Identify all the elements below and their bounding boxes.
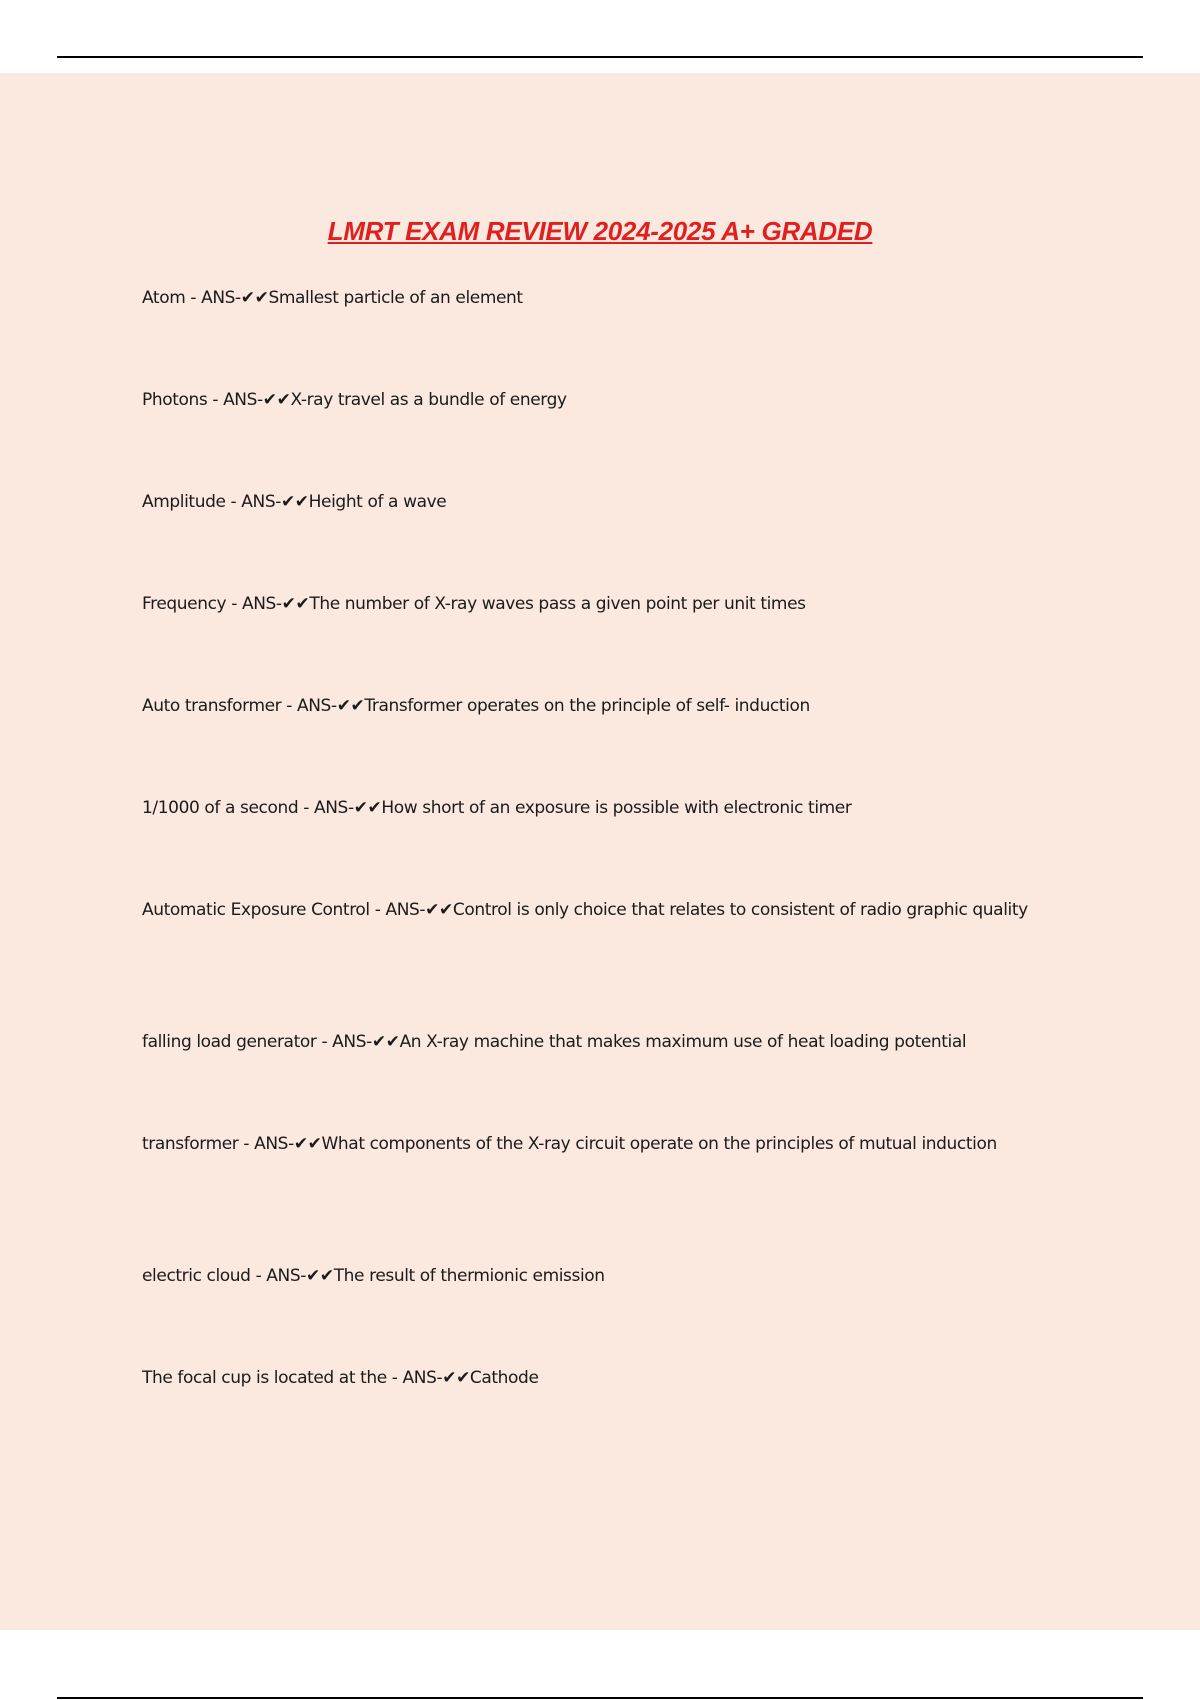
qa-answer: How short of an exposure is possible with electronic timer <box>381 798 852 818</box>
qa-term: Auto transformer <box>142 696 282 716</box>
qa-separator: - ANS- <box>386 1368 443 1388</box>
check-icon: ✔✔ <box>280 492 309 512</box>
qa-item <box>142 487 1062 518</box>
qa-answer: Cathode <box>469 1368 539 1388</box>
qa-term: Automatic Exposure Control <box>142 900 370 920</box>
header-rule <box>57 56 1143 58</box>
check-icon: ✔✔ <box>281 594 310 614</box>
qa-answer: Height of a wave <box>308 492 447 512</box>
qa-item <box>142 793 1062 824</box>
check-icon: ✔✔ <box>442 1368 470 1388</box>
qa-term: 1/1000 of a second <box>142 798 299 818</box>
qa-item <box>142 1261 1062 1292</box>
check-icon: ✔✔ <box>425 900 453 920</box>
qa-term: Amplitude <box>142 492 226 512</box>
qa-term: Frequency <box>142 594 227 614</box>
check-icon: ✔✔ <box>240 288 269 308</box>
qa-answer: The number of X-ray waves pass a given point per unit times <box>309 594 806 614</box>
qa-separator: - ANS- <box>250 1266 306 1286</box>
document-page <box>0 73 1200 1630</box>
qa-answer: The result of thermionic emission <box>333 1266 605 1286</box>
qa-separator: - ANS- <box>226 594 282 614</box>
qa-answer: An X-ray machine that makes maximum use of heat loading potential <box>399 1032 967 1052</box>
qa-separator: - ANS- <box>238 1134 294 1154</box>
qa-item <box>142 283 1062 314</box>
qa-item <box>142 1363 1062 1394</box>
qa-term: Photons <box>142 390 208 410</box>
qa-term: Atom <box>142 288 186 308</box>
qa-answer: What components of the X-ray circuit operate on the principles of mutual induction <box>321 1134 997 1154</box>
check-icon: ✔✔ <box>371 1032 400 1052</box>
qa-separator: - ANS- <box>281 696 337 716</box>
qa-term: transformer <box>142 1134 239 1154</box>
qa-item <box>142 589 1062 620</box>
check-icon: ✔✔ <box>305 1266 334 1286</box>
qa-item <box>142 691 1062 722</box>
qa-item <box>142 385 1062 416</box>
qa-item <box>142 1027 1062 1058</box>
check-icon: ✔✔ <box>336 696 365 716</box>
qa-separator: - ANS- <box>225 492 281 512</box>
qa-separator: - ANS- <box>369 900 426 920</box>
qa-separator: - ANS- <box>185 288 241 308</box>
qa-item <box>142 895 1062 926</box>
qa-term: falling load generator <box>142 1032 317 1052</box>
check-icon: ✔✔ <box>353 798 382 818</box>
qa-separator: - ANS- <box>316 1032 372 1052</box>
qa-answer: Transformer operates on the principle of self- induction <box>364 696 810 716</box>
document-title: LMRT EXAM REVIEW 2024-2025 A+ GRADED <box>327 216 873 246</box>
qa-term: electric cloud <box>142 1266 251 1286</box>
qa-separator: - ANS- <box>298 798 354 818</box>
qa-answer: Control is only choice that relates to consistent of radio graphic quality <box>452 900 1028 920</box>
qa-answer: Smallest particle of an element <box>268 288 523 308</box>
check-icon: ✔✔ <box>262 390 291 410</box>
check-icon: ✔✔ <box>293 1134 322 1154</box>
qa-answer: X-ray travel as a bundle of energy <box>290 390 567 410</box>
qa-item <box>142 1129 1062 1160</box>
footer-rule <box>57 1697 1143 1699</box>
qa-separator: - ANS- <box>207 390 263 410</box>
qa-term: The focal cup is located at the <box>142 1368 387 1388</box>
